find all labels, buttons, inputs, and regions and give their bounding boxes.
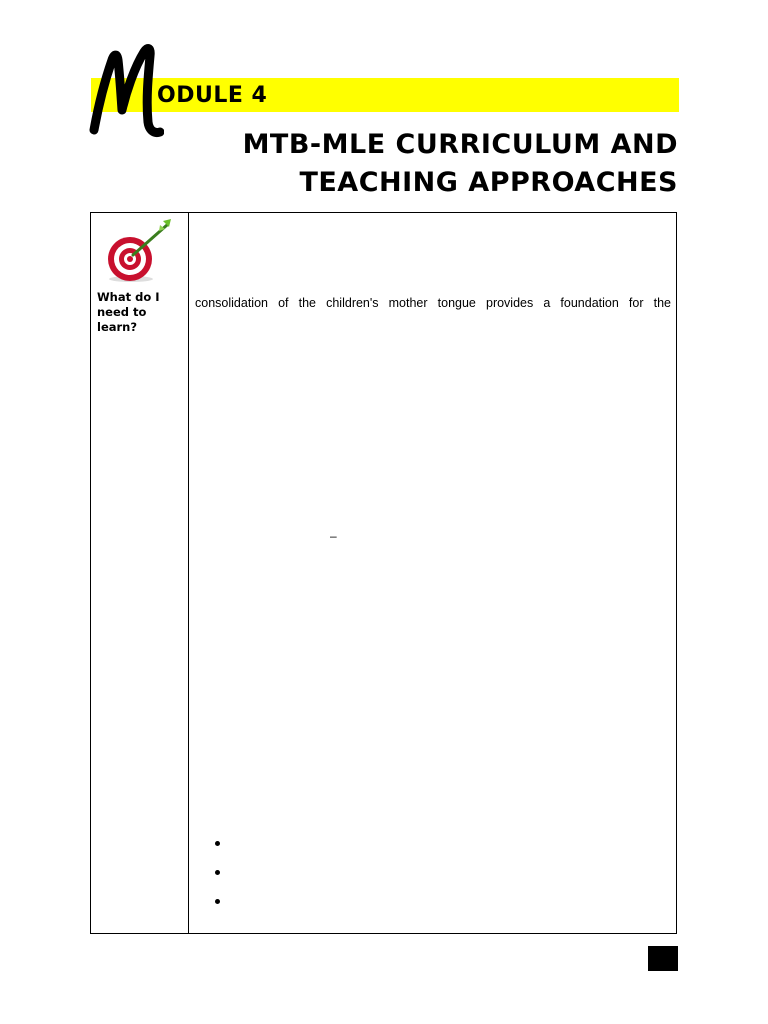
dash-mark: – xyxy=(330,529,337,543)
bullet-dot-icon xyxy=(215,899,220,904)
module-label: ODULE 4 xyxy=(157,83,268,108)
target-dart-icon xyxy=(105,217,173,283)
title-line-1: MTB-MLE CURRICULUM AND xyxy=(242,129,678,160)
content-table xyxy=(90,212,677,934)
what-do-i-need-to-learn-label: What do I need to learn? xyxy=(97,290,160,334)
title-line-2: TEACHING APPROACHES xyxy=(299,167,678,198)
page-number-box xyxy=(648,946,678,971)
column-divider xyxy=(188,213,189,933)
bullet-dot-icon xyxy=(215,841,220,846)
page-title xyxy=(218,126,678,202)
module-m-letter xyxy=(84,38,164,142)
bullet-dot-icon xyxy=(215,870,220,875)
body-paragraph-line: consolidation of the children's mother tongue provides a foundation for the xyxy=(195,296,671,310)
